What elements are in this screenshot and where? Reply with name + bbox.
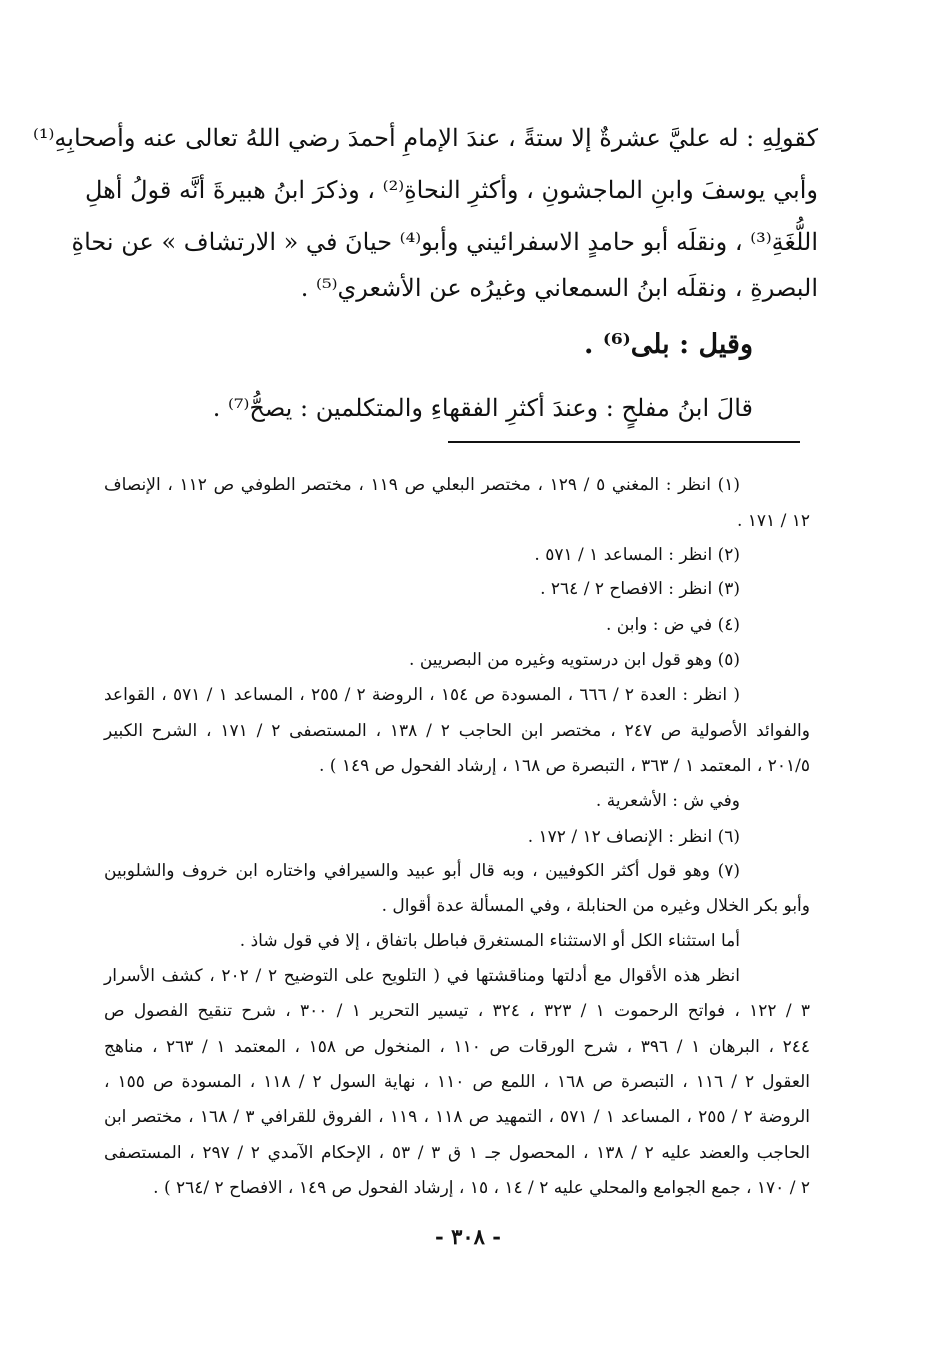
footnote-7-note: أما استثناء الكل أو الاستثناء المستغرق فباطل باتفاق ، إلا في قول شاذ . — [239, 931, 740, 951]
main-text-line-1: كقولِهِ : له عليَّ عشرةٌ إلا ستةً ، عندَ الإمامِ أحمدَ رضي اللهُ تعالى عنه وأصحابِهِ⁽¹⁾ — [33, 124, 818, 152]
footnote-7-cont: وأبو بكر الخلال وغيره من الحنابلة ، وفي المسألة عدة أقوال . — [381, 896, 810, 916]
footnote-3: (٣) انظر : الافصاح ٢ / ٢٦٤ . — [540, 579, 740, 599]
section-heading: وقيل : بلى⁽⁶⁾ . — [584, 329, 753, 360]
quote-line: قالَ ابنُ مفلحٍ : وعندَ أكثرِ الفقهاءِ والمتكلمين : يصحُّ⁽⁷⁾ . — [212, 394, 753, 422]
footnote-7: (٧) وهو قول أكثر الكوفيين ، وبه قال أبو عبيد والسيرافي واختاره ابن خروف والشلوبين — [104, 861, 740, 881]
footnote-5-variant: وفي ش : الأشعرية . — [595, 791, 740, 811]
main-text-line-2: وأبي يوسفَ وابنِ الماجشونِ ، وأكثرِ النحاةِ⁽²⁾ ، وذكرَ ابنُ هبيرةَ أنَّه قولُ أهلِ — [84, 176, 818, 204]
page-number: - ٣٠٨ - — [435, 1224, 501, 1249]
footnote-6: (٦) انظر : الإنصاف ١٢ / ١٧٢ . — [527, 827, 740, 847]
main-text-line-3: اللُّغَةِ⁽³⁾ ، ونقلَه أبو حامدٍ الاسفرائيني وأبو⁽⁴⁾ حيانَ في « الارتشاف » عن نحاةِ — [71, 228, 818, 256]
footnote-5: (٥) وهو قول ابن درستويه وغيره من البصريين . — [409, 650, 740, 670]
footnote-2: (٢) انظر : المساعد ١ / ٥٧١ . — [534, 545, 740, 565]
footnote-5-refs-cont: والفوائد الأصولية ص ٢٤٧ ، مختصر ابن الحاجب ٢ / ١٣٨ ، المستصفى ٢ / ١٧١ ، الشرح الكبير — [104, 721, 810, 741]
footnote-7-refs-4: العقول ٢ / ١١٦ ، التبصرة ص ١٦٨ ، اللمع ص ١١٠ ، نهاية السول ٢ / ١١٨ ، المسودة ص ١٥٥ ، — [104, 1072, 810, 1092]
footnote-7-refs-6: الحاجب والعضد عليه ٢ / ١٣٨ ، المحصول جـ ١ ق ٣ / ٥٣ ، الإحكام الآمدي ٢ / ٢٩٧ ، المستصفى — [104, 1143, 810, 1163]
main-text-line-4: البصرةِ ، ونقلَه ابنُ السمعاني وغيرُه عن الأشعري⁽⁵⁾ . — [300, 274, 818, 302]
footnote-5-refs: ( انظر : العدة ٢ / ٦٦٦ ، المسودة ص ١٥٤ ، الروضة ٢ / ٢٥٥ ، المساعد ١ / ٥٧١ ، القواعد — [104, 685, 740, 705]
footnote-1-cont: ١٢ / ١٧١ . — [736, 511, 810, 531]
footnote-7-refs-2: ٣ / ١٢٢ ، فواتح الرحموت ١ / ٣٢٣ ، ٣٢٤ ، تيسير التحرير ١ / ٣٠٠ ، شرح تنقيح الفصول ص — [104, 1001, 810, 1021]
footnote-7-refs-3: ٢٤٤ ، البرهان ١ / ٣٩٦ ، شرح الورقات ص ١١٠ ، المنخول ص ١٥٨ ، المعتمد ١ / ٢٦٣ ، مناهج — [104, 1037, 810, 1057]
footnote-7-refs-1: انظر هذه الأقوال مع أدلتها ومناقشتها في ( التلويح على التوضيح ٢ / ٢٠٢ ، كشف الأسرار — [104, 966, 740, 986]
footnote-1: (١) انظر : المغني ٥ / ١٢٩ ، مختصر البعلي ص ١١٩ ، مختصر الطوفي ص ١١٢ ، الإنصاف — [104, 475, 740, 495]
footnote-separator — [448, 441, 800, 443]
footnote-7-refs-7: ٢ / ١٧٠ ، جمع الجوامع والمحلي عليه ٢ / ١٤ ، ١٥ ، إرشاد الفحول ص ١٤٩ ، الافصاح ٢ /٢٦٤ ) . — [153, 1178, 810, 1198]
footnote-7-refs-5: الروضة ٢ / ٢٥٥ ، المساعد ١ / ٥٧١ ، التمهيد ص ١١٨ ، ١١٩ ، الفروق للقرافي ٣ / ١٦٨ ، مختصر ابن — [104, 1107, 810, 1127]
footnote-5-refs-end: ٢٠١/٥ ، المعتمد ١ / ٣٦٣ ، التبصرة ص ١٦٨ ، إرشاد الفحول ص ١٤٩ ) . — [319, 756, 810, 776]
footnote-4: (٤) في ض : وابن . — [605, 615, 740, 635]
